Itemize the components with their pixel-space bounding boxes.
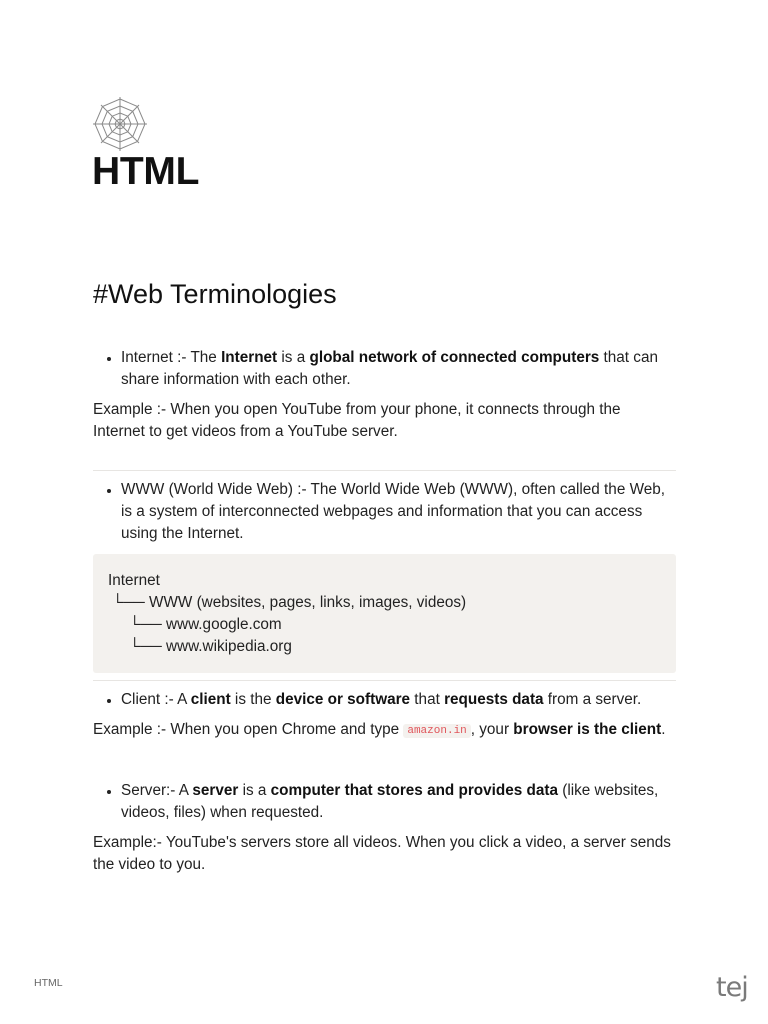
code-block: [93, 554, 676, 673]
code-line: Internet: [108, 572, 160, 589]
page-title: HTML: [92, 150, 200, 193]
footer-logo: tej: [716, 972, 748, 1003]
code-line: └── www.wikipedia.org: [108, 638, 292, 655]
server-example: Example:- YouTube's servers store all videos. When you click a video, a server sends the video to you.: [93, 834, 671, 873]
server-definition: • Server:- A server is a computer that stores and provides data (like websites, videos, files) when requested.: [121, 780, 676, 824]
page-icon: [92, 96, 148, 152]
spider-web-icon: [92, 96, 148, 152]
client-definition: • Client :- A client is the device or software that requests data from a server.: [121, 689, 676, 711]
internet-definition: • Internet :- The Internet is a global network of connected computers that can share information with each other.: [121, 347, 676, 391]
client-bullet: [93, 689, 676, 711]
server-bullet: [93, 780, 676, 824]
www-bullet: [93, 479, 676, 545]
client-example: Example :- When you open Chrome and type amazon.in , your browser is the client.: [93, 721, 666, 738]
code-line: └── WWW (websites, pages, links, images, videos): [108, 594, 467, 611]
www-definition: • WWW (World Wide Web) :- The World Wide Web (WWW), often called the Web, is a system of interconnected webpages and information that you can access using the Internet.: [121, 479, 676, 545]
internet-bullet: [93, 347, 676, 391]
footer-label: HTML: [34, 977, 63, 989]
code-line: └── www.google.com: [108, 616, 282, 633]
internet-example: Example :- When you open YouTube from your phone, it connects through the Internet to get videos from a YouTube server.: [93, 401, 621, 440]
inline-code: amazon.in: [403, 724, 470, 738]
page-content: [93, 276, 676, 876]
section-heading: #Web Terminologies: [93, 279, 337, 309]
